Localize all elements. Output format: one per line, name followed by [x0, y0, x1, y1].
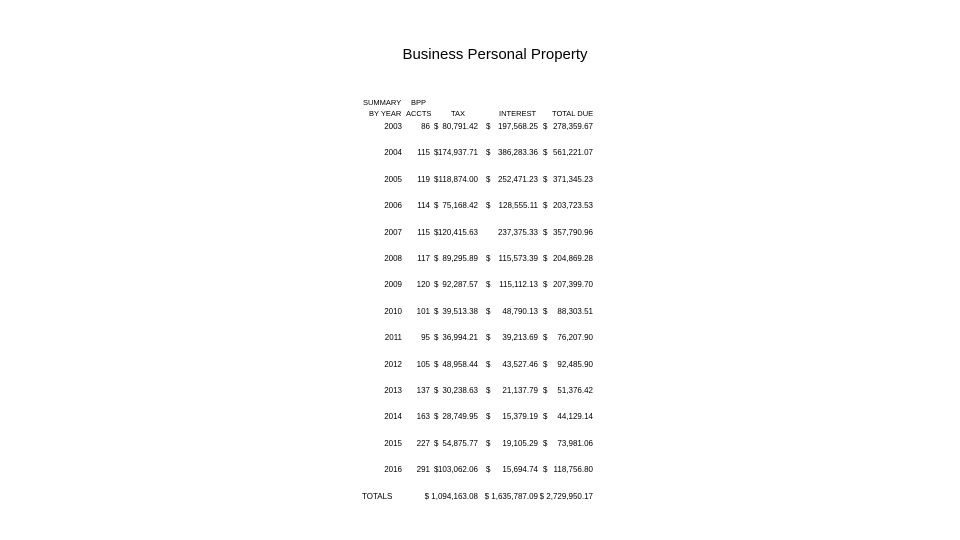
cell-accts: 291 [416, 465, 430, 475]
cell-interest: 39,213.69 [502, 333, 538, 343]
totals-total-due: $ 2,729,950.17 [539, 492, 593, 501]
cell-dollar-sign: $ [486, 359, 491, 369]
table-row [0, 175, 960, 185]
table-row [0, 386, 960, 396]
cell-accts: 115 [417, 148, 430, 158]
cell-accts: 137 [416, 386, 430, 395]
cell-tax: 118,874.00 [438, 174, 478, 184]
cell-tax: 36,994.21 [442, 333, 478, 343]
cell-dollar-sign: $ [543, 412, 548, 422]
cell-interest: 252,471.23 [497, 174, 538, 184]
cell-dollar-sign: $ [486, 122, 491, 131]
totals-row [0, 492, 960, 502]
cell-interest: 43,527.46 [502, 359, 538, 369]
cell-tax: 89,295.89 [442, 254, 478, 263]
cell-total-due: 278,359.67 [552, 122, 593, 131]
cell-dollar-sign: $ [543, 254, 548, 263]
header-accts: ACCTS [406, 109, 432, 118]
cell-dollar-sign: $ [486, 465, 491, 475]
table-row [0, 280, 960, 290]
cell-dollar-sign: $ [434, 227, 439, 237]
cell-dollar-sign: $ [486, 333, 491, 343]
cell-accts: 120 [416, 280, 430, 290]
table-row [0, 360, 960, 370]
cell-tax: 54,875.77 [442, 438, 478, 448]
cell-dollar-sign: $ [543, 465, 548, 475]
cell-dollar-sign: $ [434, 254, 439, 263]
cell-accts: 114 [417, 201, 430, 211]
table-row [0, 412, 960, 422]
table-row [0, 333, 960, 343]
cell-tax: 28,749.95 [442, 412, 478, 422]
cell-year: 2003 [384, 122, 402, 131]
totals-interest: $ 1,635,787.09 [484, 492, 538, 501]
cell-interest: 197,568.25 [497, 122, 538, 131]
cell-interest: 15,694.74 [502, 465, 538, 475]
table-row [0, 228, 960, 238]
cell-total-due: 44,129.14 [557, 412, 593, 422]
cell-total-due: 51,376.42 [557, 386, 593, 395]
cell-interest: 237,375.33 [497, 227, 538, 237]
table-row [0, 307, 960, 317]
cell-total-due: 561,221.07 [552, 148, 593, 158]
cell-year: 2006 [384, 201, 402, 211]
cell-interest: 48,790.13 [502, 306, 538, 316]
cell-year: 2014 [384, 412, 402, 422]
cell-total-due: 88,303.51 [557, 306, 593, 316]
cell-dollar-sign: $ [434, 148, 439, 158]
cell-accts: 117 [417, 254, 430, 263]
cell-dollar-sign: $ [434, 438, 439, 448]
cell-tax: 39,513.38 [442, 306, 478, 316]
cell-total-due: 207,399.70 [552, 280, 593, 290]
cell-dollar-sign: $ [486, 174, 491, 184]
header-by-year: BY YEAR [369, 109, 402, 118]
header-bpp: BPP [411, 98, 427, 107]
cell-accts: 101 [416, 306, 430, 316]
cell-dollar-sign: $ [486, 438, 491, 448]
cell-total-due: 92,485.90 [557, 359, 593, 369]
cell-dollar-sign: $ [486, 148, 491, 158]
cell-year: 2016 [384, 465, 402, 475]
cell-tax: 174,937.71 [437, 148, 478, 158]
cell-tax: 120,415.63 [437, 227, 478, 237]
cell-dollar-sign: $ [486, 254, 491, 263]
cell-dollar-sign: $ [434, 280, 439, 290]
cell-accts: 115 [417, 227, 430, 237]
cell-accts: 119 [417, 174, 430, 184]
cell-tax: 103,062.06 [437, 465, 478, 475]
cell-dollar-sign: $ [434, 412, 439, 422]
cell-interest: 128,555.11 [498, 201, 538, 211]
header-tax: TAX [451, 109, 466, 118]
cell-total-due: 118,756.80 [553, 465, 593, 475]
cell-total-due: 203,723.53 [552, 201, 593, 211]
cell-dollar-sign: $ [486, 280, 491, 290]
cell-tax: 30,238.63 [442, 386, 478, 395]
cell-interest: 115,112.13 [499, 280, 538, 290]
cell-year: 2005 [384, 174, 402, 184]
cell-dollar-sign: $ [486, 201, 491, 211]
cell-year: 2010 [384, 306, 402, 316]
header-interest: INTEREST [499, 109, 537, 118]
table-row [0, 439, 960, 449]
cell-dollar-sign: $ [434, 306, 439, 316]
cell-dollar-sign: $ [543, 306, 548, 316]
cell-dollar-sign: $ [434, 201, 439, 211]
cell-accts: 227 [416, 438, 430, 448]
cell-interest: 115,573.39 [498, 254, 538, 263]
cell-tax: 75,168.42 [442, 201, 478, 211]
table-row [0, 465, 960, 475]
cell-interest: 15,379.19 [502, 412, 538, 422]
cell-accts: 95 [421, 333, 430, 343]
cell-dollar-sign: $ [543, 438, 548, 448]
cell-interest: 21,137.79 [502, 386, 538, 395]
cell-dollar-sign: $ [543, 333, 548, 343]
header-summary: SUMMARY [363, 98, 402, 107]
cell-interest: 19,105.29 [502, 438, 538, 448]
cell-dollar-sign: $ [434, 386, 439, 395]
totals-tax: $ 1,094,163.08 [424, 492, 478, 501]
cell-dollar-sign: $ [486, 412, 491, 422]
header-total-due: TOTAL DUE [552, 109, 594, 118]
cell-dollar-sign: $ [486, 306, 491, 316]
cell-dollar-sign: $ [434, 465, 439, 475]
cell-year: 2013 [384, 386, 402, 395]
cell-year: 2011 [384, 333, 402, 343]
cell-year: 2012 [384, 359, 402, 369]
cell-year: 2008 [384, 254, 402, 263]
cell-total-due: 76,207.90 [557, 333, 593, 343]
cell-dollar-sign: $ [543, 174, 548, 184]
cell-year: 2009 [384, 280, 402, 290]
cell-accts: 86 [421, 122, 430, 131]
cell-dollar-sign: $ [543, 122, 548, 131]
totals-label: TOTALS [362, 492, 393, 501]
cell-dollar-sign: $ [543, 227, 548, 237]
cell-year: 2004 [384, 148, 402, 158]
cell-total-due: 204,869.28 [552, 254, 593, 263]
cell-dollar-sign: $ [486, 386, 491, 395]
cell-tax: 80,791.42 [442, 122, 478, 131]
cell-tax: 48,958.44 [442, 359, 478, 369]
table-row [0, 201, 960, 211]
cell-total-due: 371,345.23 [552, 174, 593, 184]
cell-dollar-sign: $ [434, 174, 439, 184]
cell-dollar-sign: $ [434, 122, 439, 131]
table-row [0, 148, 960, 158]
table-row [0, 254, 960, 264]
cell-total-due: 73,981.06 [557, 438, 593, 448]
cell-dollar-sign: $ [434, 359, 439, 369]
cell-year: 2015 [384, 438, 402, 448]
cell-accts: 163 [416, 412, 430, 422]
cell-dollar-sign: $ [543, 359, 548, 369]
cell-total-due: 357,790.96 [552, 227, 593, 237]
cell-tax: 92,287.57 [442, 280, 478, 290]
cell-year: 2007 [384, 227, 402, 237]
page-title: Business Personal Property [402, 46, 588, 63]
cell-dollar-sign: $ [543, 201, 548, 211]
cell-interest: 386,283.36 [497, 148, 538, 158]
cell-dollar-sign: $ [434, 333, 439, 343]
table-row [0, 122, 960, 132]
cell-dollar-sign: $ [543, 280, 548, 290]
cell-accts: 105 [416, 359, 430, 369]
cell-dollar-sign: $ [543, 386, 548, 395]
cell-dollar-sign: $ [543, 148, 548, 158]
